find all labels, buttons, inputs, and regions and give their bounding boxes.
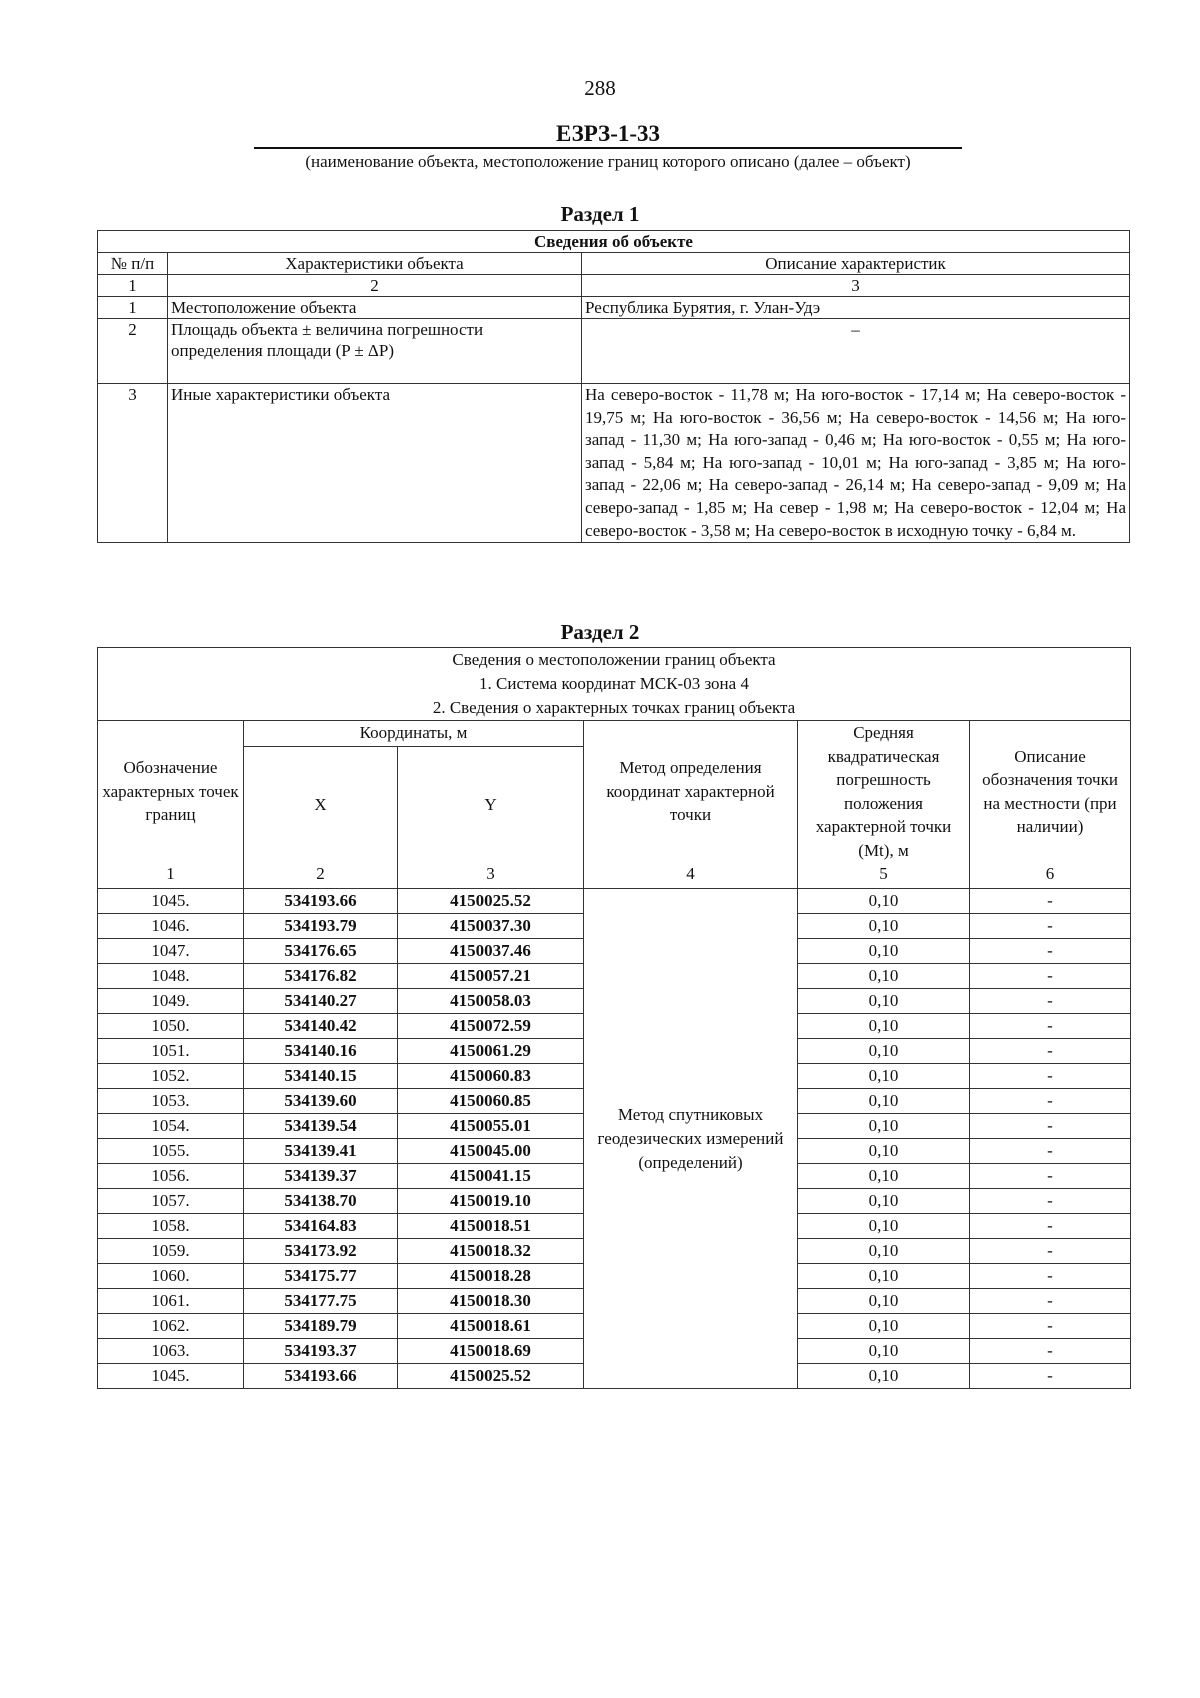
heading-line: 1. Система координат МСК-03 зона 4	[479, 674, 749, 693]
row-value: На северо-восток - 11,78 м; На юго-восток - 17,14 м; На северо-восток - 19,75 м; На юго-восток - 36,56 м; На северо-восток - 14,56 м; На юго-запад - 11,30 м; На юго-запад - 0,46 м; На юго-восток - 0,55 м; На юго-запад - 5,84 м; На юго-запад - 10,01 м; На юго-запад - 3,85 м; На юго-запад - 22,06 м; На северо-запад - 26,14 м; На северо-запад - 9,09 м; На северо-запад - 1,85 м; На север - 1,98 м; На северо-восток - 12,04 м; На северо-восток - 3,58 м; На северо-восток в исходную точку - 6,84 м.	[582, 384, 1130, 543]
point-label: 1063.	[98, 1339, 244, 1364]
point-description: -	[970, 1089, 1131, 1114]
error-value: 0,10	[798, 1164, 970, 1189]
point-description: -	[970, 964, 1131, 989]
col-number: 3	[398, 862, 584, 889]
coord-y: 4150018.32	[398, 1239, 584, 1264]
coord-x: 534164.83	[244, 1214, 398, 1239]
coord-y: 4150037.46	[398, 939, 584, 964]
object-caption: (наименование объекта, местоположение границ которого описано (далее – объект)	[305, 152, 911, 171]
coord-x: 534175.77	[244, 1264, 398, 1289]
error-value: 0,10	[798, 1264, 970, 1289]
coord-y: 4150041.15	[398, 1164, 584, 1189]
point-description: -	[970, 1139, 1131, 1164]
header-error: Средняя квадратическая погрешность положения характерной точки (Mt), м	[798, 721, 970, 863]
header-x: X	[244, 746, 398, 862]
error-value: 0,10	[798, 1139, 970, 1164]
error-value: 0,10	[798, 964, 970, 989]
coord-x: 534140.15	[244, 1064, 398, 1089]
col-number: 6	[970, 862, 1131, 889]
point-description: -	[970, 1239, 1131, 1264]
coord-x: 534173.92	[244, 1239, 398, 1264]
point-label: 1057.	[98, 1189, 244, 1214]
coord-x: 534139.41	[244, 1139, 398, 1164]
coord-y: 4150060.85	[398, 1089, 584, 1114]
point-description: -	[970, 1214, 1131, 1239]
error-value: 0,10	[798, 1064, 970, 1089]
error-value: 0,10	[798, 1339, 970, 1364]
section-1-table	[97, 230, 1130, 543]
error-value: 0,10	[798, 1239, 970, 1264]
point-description: -	[970, 889, 1131, 914]
point-label: 1046.	[98, 914, 244, 939]
point-label: 1062.	[98, 1314, 244, 1339]
row-name: Площадь объекта ± величина погрешности определения площади (P ± ΔP)	[168, 319, 582, 384]
point-description: -	[970, 939, 1131, 964]
row-number: 3	[98, 384, 168, 543]
page-number: 288	[584, 76, 616, 100]
table-row	[98, 319, 1130, 384]
point-label: 1056.	[98, 1164, 244, 1189]
point-description: -	[970, 1189, 1131, 1214]
row-name: Местоположение объекта	[168, 297, 582, 319]
error-value: 0,10	[798, 1089, 970, 1114]
header-method: Метод определения координат характерной точки	[584, 721, 798, 863]
error-value: 0,10	[798, 889, 970, 914]
coord-y: 4150037.30	[398, 914, 584, 939]
col-number: 2	[168, 275, 582, 297]
section-2-table	[97, 647, 1131, 1389]
coord-x: 534193.66	[244, 889, 398, 914]
coord-y: 4150018.51	[398, 1214, 584, 1239]
error-value: 0,10	[798, 914, 970, 939]
point-label: 1054.	[98, 1114, 244, 1139]
row-value: Республика Бурятия, г. Улан-Удэ	[582, 297, 1130, 319]
coord-x: 534189.79	[244, 1314, 398, 1339]
point-label: 1058.	[98, 1214, 244, 1239]
point-description: -	[970, 1289, 1131, 1314]
col-number: 4	[584, 862, 798, 889]
point-description: -	[970, 1039, 1131, 1064]
table-row	[98, 297, 1130, 319]
point-label: 1045.	[98, 1364, 244, 1389]
row-name: Иные характеристики объекта	[168, 384, 582, 543]
point-label: 1048.	[98, 964, 244, 989]
point-description: -	[970, 1364, 1131, 1389]
row-number: 2	[98, 319, 168, 384]
point-description: -	[970, 1264, 1131, 1289]
col-number: 1	[98, 862, 244, 889]
point-description: -	[970, 1014, 1131, 1039]
coord-x: 534193.79	[244, 914, 398, 939]
coord-x: 534139.37	[244, 1164, 398, 1189]
coord-x: 534176.82	[244, 964, 398, 989]
table-row	[98, 384, 1130, 543]
point-label: 1050.	[98, 1014, 244, 1039]
coord-x: 534140.42	[244, 1014, 398, 1039]
header-description: Описание обозначения точки на местности (при наличии)	[970, 721, 1131, 863]
coord-y: 4150018.69	[398, 1339, 584, 1364]
header-point: Обозначение характерных точек границ	[98, 721, 244, 863]
coord-y: 4150057.21	[398, 964, 584, 989]
error-value: 0,10	[798, 1364, 970, 1389]
coord-x: 534193.37	[244, 1339, 398, 1364]
coord-y: 4150025.52	[398, 889, 584, 914]
point-description: -	[970, 1314, 1131, 1339]
heading-line: 2. Сведения о характерных точках границ объекта	[432, 698, 796, 717]
coord-x: 534139.54	[244, 1114, 398, 1139]
error-value: 0,10	[798, 1289, 970, 1314]
table-title: Сведения об объекте	[98, 231, 1130, 253]
coord-x: 534138.70	[244, 1189, 398, 1214]
point-description: -	[970, 989, 1131, 1014]
coord-y: 4150025.52	[398, 1364, 584, 1389]
header-number: № п/п	[98, 253, 168, 275]
col-number: 3	[582, 275, 1130, 297]
col-number: 1	[98, 275, 168, 297]
point-label: 1053.	[98, 1089, 244, 1114]
point-label: 1055.	[98, 1139, 244, 1164]
coord-y: 4150018.61	[398, 1314, 584, 1339]
table-row	[98, 889, 1131, 914]
header-coords: Координаты, м	[244, 721, 584, 747]
row-value: –	[582, 319, 1130, 384]
section-2-title: Раздел 2	[560, 620, 640, 644]
coord-y: 4150072.59	[398, 1014, 584, 1039]
coord-y: 4150018.30	[398, 1289, 584, 1314]
coord-y: 4150055.01	[398, 1114, 584, 1139]
error-value: 0,10	[798, 1214, 970, 1239]
coord-y: 4150018.28	[398, 1264, 584, 1289]
col-number: 5	[798, 862, 970, 889]
point-description: -	[970, 914, 1131, 939]
coord-y: 4150045.00	[398, 1139, 584, 1164]
row-number: 1	[98, 297, 168, 319]
section-2-heading	[98, 648, 1131, 721]
point-description: -	[970, 1339, 1131, 1364]
col-number: 2	[244, 862, 398, 889]
point-label: 1047.	[98, 939, 244, 964]
header-y: Y	[398, 746, 584, 862]
point-label: 1061.	[98, 1289, 244, 1314]
point-label: 1059.	[98, 1239, 244, 1264]
coord-x: 534176.65	[244, 939, 398, 964]
coord-x: 534177.75	[244, 1289, 398, 1314]
point-description: -	[970, 1064, 1131, 1089]
coord-y: 4150060.83	[398, 1064, 584, 1089]
error-value: 0,10	[798, 1014, 970, 1039]
object-title: ЕЗРЗ-1-33	[254, 120, 962, 149]
coord-y: 4150058.03	[398, 989, 584, 1014]
coord-x: 534140.27	[244, 989, 398, 1014]
error-value: 0,10	[798, 1114, 970, 1139]
point-description: -	[970, 1164, 1131, 1189]
coord-x: 534140.16	[244, 1039, 398, 1064]
point-description: -	[970, 1114, 1131, 1139]
point-label: 1049.	[98, 989, 244, 1014]
error-value: 0,10	[798, 989, 970, 1014]
section-1-title: Раздел 1	[560, 202, 640, 226]
coord-y: 4150019.10	[398, 1189, 584, 1214]
point-label: 1051.	[98, 1039, 244, 1064]
point-label: 1052.	[98, 1064, 244, 1089]
coord-x: 534139.60	[244, 1089, 398, 1114]
header-description: Описание характеристик	[582, 253, 1130, 275]
header-characteristics: Характеристики объекта	[168, 253, 582, 275]
error-value: 0,10	[798, 1039, 970, 1064]
point-label: 1045.	[98, 889, 244, 914]
error-value: 0,10	[798, 939, 970, 964]
coord-y: 4150061.29	[398, 1039, 584, 1064]
heading-line: Сведения о местоположении границ объекта	[452, 650, 776, 669]
method-cell: Метод спутниковых геодезических измерений (определений)	[584, 889, 798, 1389]
coord-x: 534193.66	[244, 1364, 398, 1389]
error-value: 0,10	[798, 1314, 970, 1339]
point-label: 1060.	[98, 1264, 244, 1289]
error-value: 0,10	[798, 1189, 970, 1214]
